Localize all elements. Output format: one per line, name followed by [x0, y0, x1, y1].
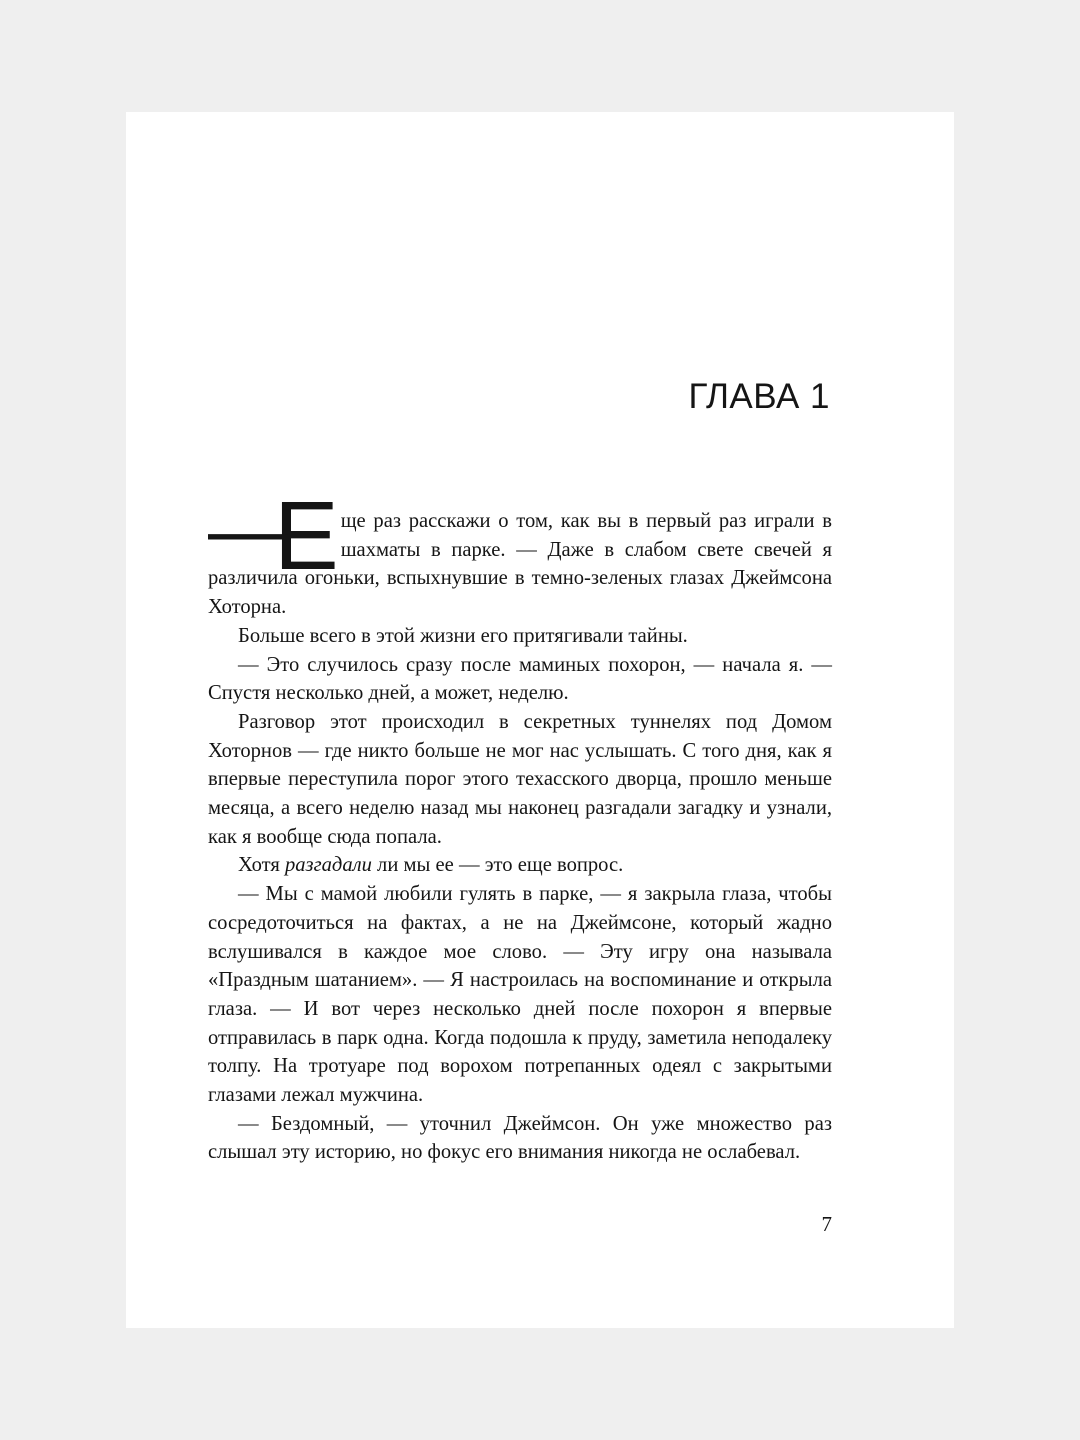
drop-cap-dash: —: [208, 485, 288, 574]
opening-paragraph-text: ще раз расскажи о том, как вы в первый раз играли в шахматы в парке. — Даже в слабом свете свечей я различила огоньки, вспыхнувшие в темно-зеленых глазах Джеймсона Хоторна.: [208, 510, 832, 619]
paragraph: — Мы с мамой любили гулять в парке, — я закрыла глаза, чтобы сосредоточиться на фактах, а не на Джеймсоне, который жадно вслушивался в каждое мое слово. — Эту игру она называла «Праздным шатанием». — Я настроилась на воспоминание и открыла глаза. — И вот через несколько дней после похорон я впервые отправилась в парк одна. Когда подошла к пруду, заметила неподалеку толпу. На тротуаре под ворохом потрепанных одеял с закрытыми глазами лежал мужчина.: [208, 883, 832, 1107]
page-number: 7: [821, 1212, 832, 1236]
chapter-title: ГЛАВА 1: [688, 377, 830, 416]
paragraph: Разговор этот происходил в секретных туннелях под Домом Хоторнов — где никто больше не мог нас услышать. С того дня, как я впервые переступила порог этого техасского дворца, прошло меньше месяца, а всего неделю назад мы наконец разгадали загадку и узнали, как я вообще сюда попала.: [208, 710, 832, 848]
drop-cap-letter: Е: [274, 481, 339, 590]
paragraph: Больше всего в этой жизни его притягивали тайны.: [238, 624, 688, 647]
italic-word: разгадали: [284, 854, 372, 877]
book-page: [126, 112, 954, 1328]
opening-paragraph: [208, 481, 832, 622]
paragraph: — Это случилось сразу после маминых похорон, — начала я. — Спустя несколько дней, а может, неделю.: [208, 653, 832, 705]
paragraph-with-italic: [208, 851, 832, 880]
italic-paragraph-start: Хотя: [238, 854, 285, 877]
paragraph: — Бездомный, — уточнил Джеймсон. Он уже множество раз слышал эту историю, но фокус его внимания никогда не ослабевал.: [208, 1112, 832, 1164]
drop-cap: [208, 481, 339, 590]
chapter-text: [208, 481, 832, 1167]
italic-paragraph-end: ли мы ее — это еще вопрос.: [371, 854, 624, 877]
